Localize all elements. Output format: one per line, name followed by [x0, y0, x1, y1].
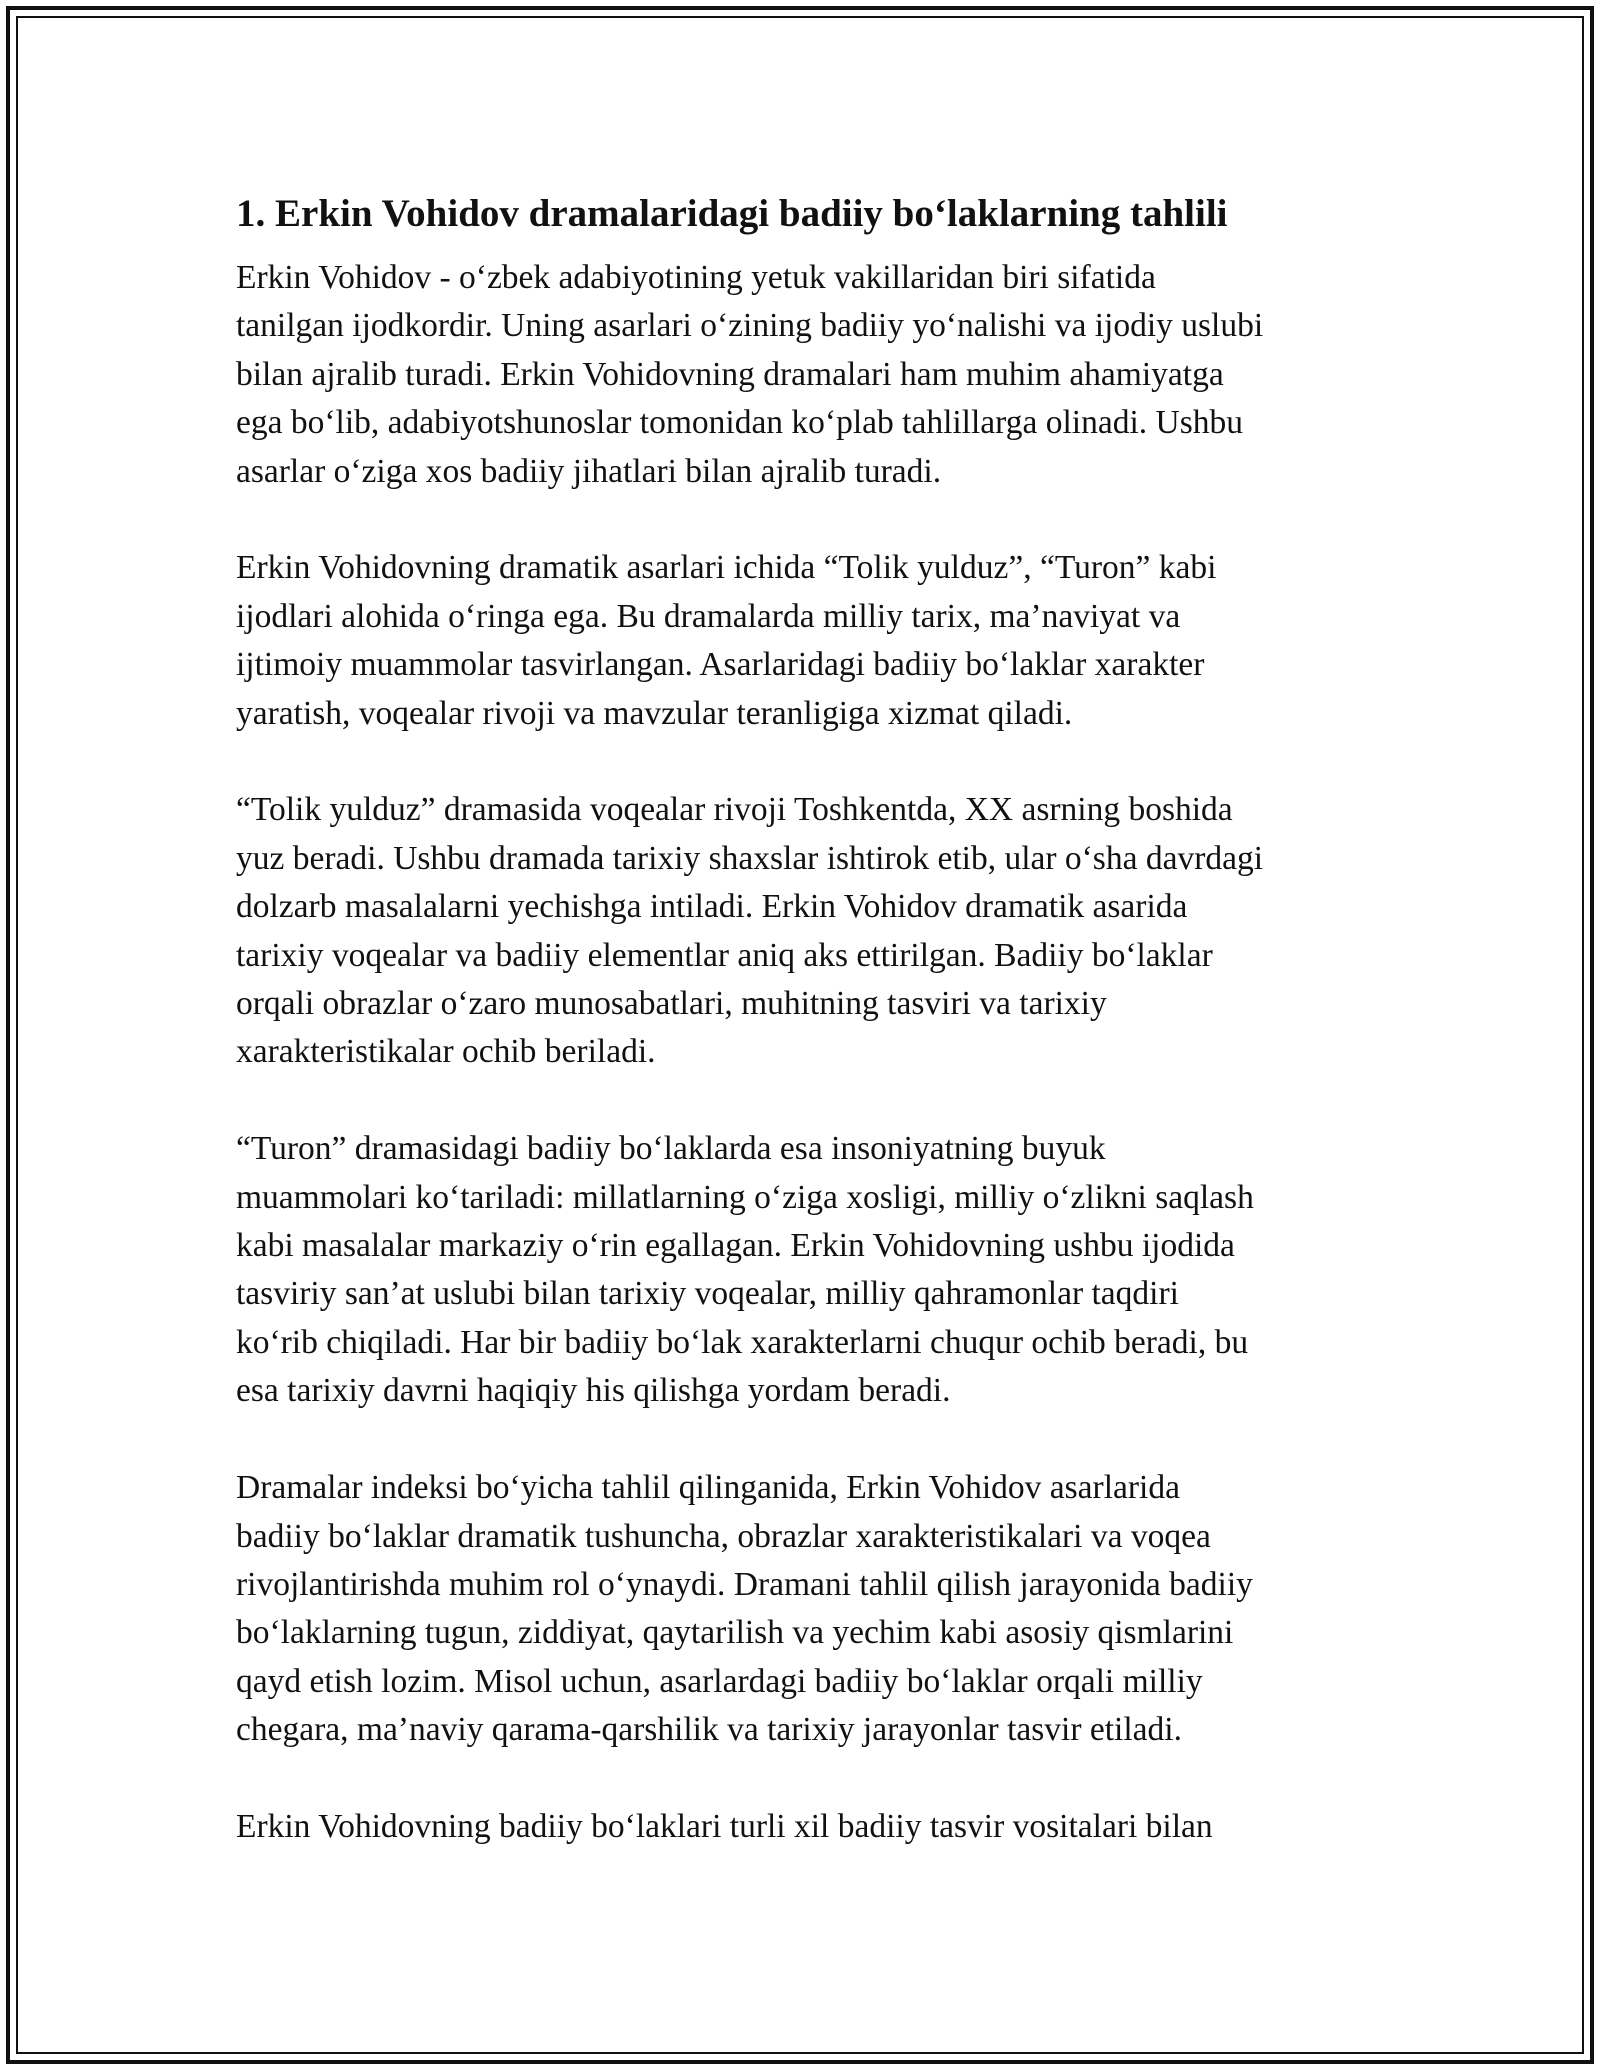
document-body — [236, 186, 1366, 1900]
paragraph-6: Erkin Vohidovning badiiy bo‘laklari turli xil badiiy tasvir vositalari bilan — [236, 1807, 1213, 1845]
section-heading: 1. Erkin Vohidov dramalaridagi badiiy bo‘laklarning tahlili — [236, 192, 1228, 235]
paragraph-4: “Turon” dramasidagi badiiy bo‘laklarda esa insoniyatning buyuk muammolari ko‘tariladi: millatlarning o‘ziga xosligi, milliy o‘zlikni saqlash kabi masalalar markaziy o‘rin egallagan. Erkin Vohidovning ushbu ijodida tasviriy san’at uslubi bilan tarixiy voqealar, milliy qahramonlar taqdiri ko‘rib chiqiladi. Har bir badiiy bo‘lak xarakterlarni chuqur ochib beradi, bu esa tarixiy davrni haqiqiy his qilishga yordam beradi. — [236, 1130, 1254, 1410]
paragraph-5: Dramalar indeksi bo‘yicha tahlil qilinganida, Erkin Vohidov asarlarida badiiy bo‘laklar dramatik tushuncha, obrazlar xarakteristikalari va voqea rivojlantirishda muhim rol o‘ynaydi. Dramani tahlil qilish jarayonida badiiy bo‘laklarning tugun, ziddiyat, qaytarilish va yechim kabi asosiy qismlarini qayd etish lozim. Misol uchun, asarlardagi badiiy bo‘laklar orqali milliy chegara, ma’naviy qarama-qarshilik va tarixiy jarayonlar tasvir etiladi. — [236, 1469, 1253, 1749]
paragraph-3: “Tolik yulduz” dramasida voqealar rivoji Toshkentda, XX asrning boshida yuz beradi. Ushbu dramada tarixiy shaxslar ishtirok etib, ular o‘sha davrdagi dolzarb masalalarni yechishga intiladi. Erkin Vohidov dramatik asarida tarixiy voqealar va badiiy elementlar aniq aks ettirilgan. Badiiy bo‘laklar orqali obrazlar o‘zaro munosabatlari, muhitning tasviri va tarixiy xarakteristikalar ochib beriladi. — [236, 791, 1264, 1071]
paragraph-2: Erkin Vohidovning dramatik asarlari ichida “Tolik yulduz”, “Turon” kabi ijodlari alohida o‘ringa ega. Bu dramalarda milliy tarix, ma’naviyat va ijtimoiy muammolar tasvirlangan. Asarlaridagi badiiy bo‘laklar xarakter yaratish, voqealar rivoji va mavzular teranligiga xizmat qiladi. — [236, 549, 1217, 732]
paragraph-1: Erkin Vohidov - o‘zbek adabiyotining yetuk vakillaridan biri sifatida tanilgan ijodkordir. Uning asarlari o‘zining badiiy yo‘nalishi va ijodiy uslubi bilan ajralib turadi. Erkin Vohidovning dramalari ham muhim ahamiyatga ega bo‘lib, adabiyotshunoslar tomonidan ko‘plab tahlillarga olinadi. Ushbu asarlar o‘ziga xos badiiy jihatlari bilan ajralib turadi. — [236, 259, 1264, 490]
